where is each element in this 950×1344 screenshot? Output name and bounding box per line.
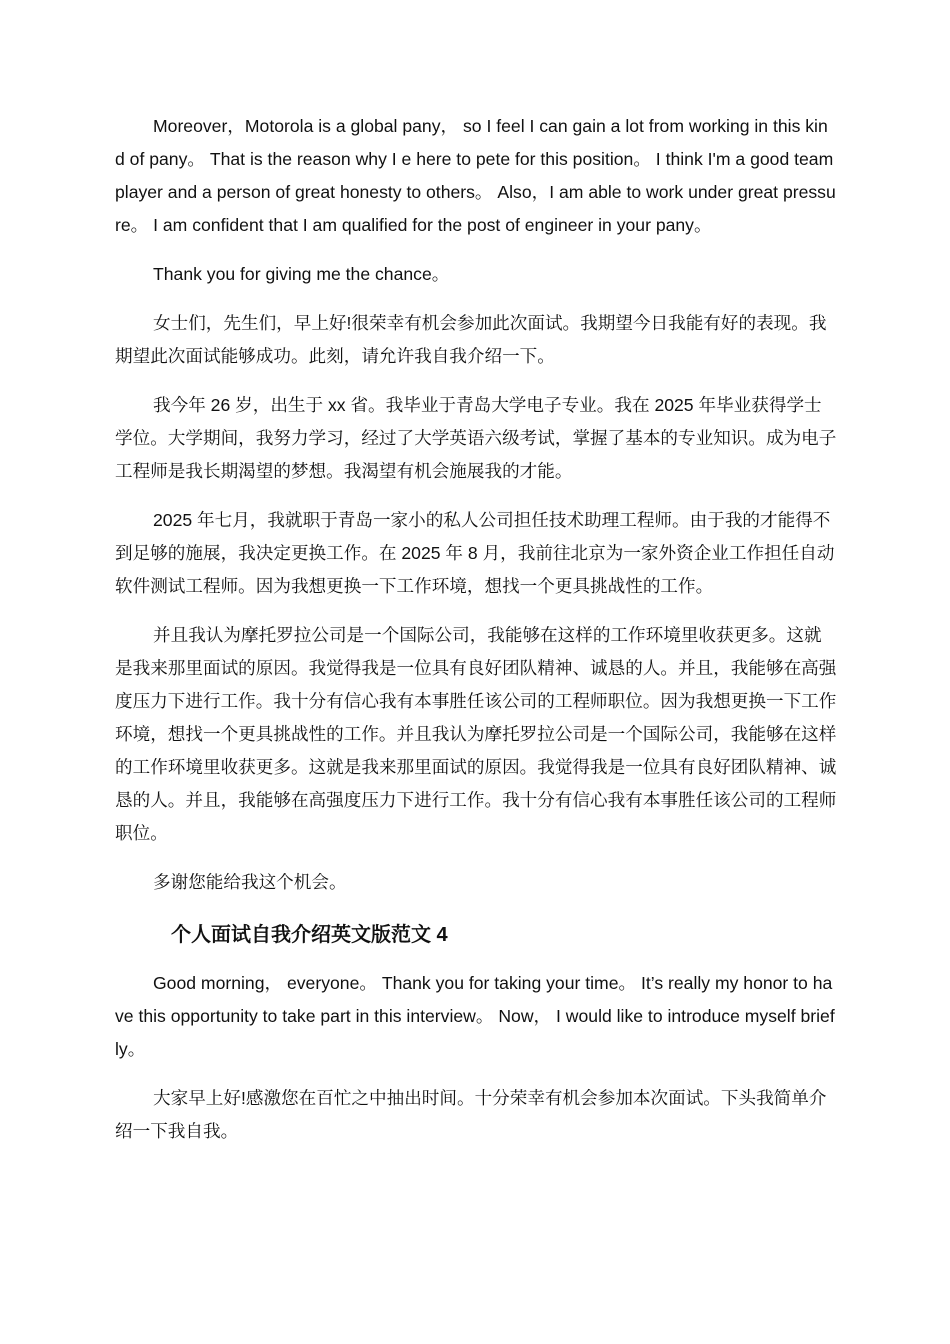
paragraph-thanks-cn: 多谢您能给我这个机会。	[153, 872, 347, 892]
paragraph-background-cn: 我今年 26 岁，出生于 xx 省。我毕业于青岛大学电子专业。我在 2025 年毕业获得学士学位。大学期间，我努力学习，经过了大学英语六级考试，掌握了基本的专业知识。成为电子工程师是我长期渴望的梦想。我渴望有机会施展我的才能。	[115, 395, 837, 481]
section-heading: 个人面试自我介绍英文版范文 4	[171, 924, 448, 946]
paragraph-motorola-global: Moreover，Motorola is a global pany， so I feel I can gain a lot from working in this kind of pany。 That is the reason why I e here to pete for this position。 I think I'm a good team player and a person of great honesty to others。 Also，I am able to work under great pressure。 I am confident that I am qualified for the post of engineer in your pany。	[115, 116, 836, 235]
paragraph-work-history-cn: 2025 年七月，我就职于青岛一家小的私人公司担任技术助理工程师。由于我的才能得不到足够的施展，我决定更换工作。在 2025 年 8 月，我前往北京为一家外资企业工作担任自动软件测试工程师。因为我想更换一下工作环境，想找一个更具挑战性的工作。	[115, 510, 835, 596]
paragraph-good-morning: Good morning， everyone。 Thank you for taking your time。 It’s really my honor to have this opportunity to take part in this interview。 Now， I would like to introduce myself briefly。	[115, 973, 835, 1059]
paragraph-thank-you: Thank you for giving me the chance。	[153, 264, 450, 284]
paragraph-greeting-cn: 女士们，先生们，早上好!很荣幸有机会参加此次面试。我期望今日我能有好的表现。我期望此次面试能够成功。此刻，请允许我自我介绍一下。	[115, 313, 827, 366]
paragraph-motivation-cn: 并且我认为摩托罗拉公司是一个国际公司，我能够在这样的工作环境里收获更多。这就是我来那里面试的原因。我觉得我是一位具有良好团队精神、诚恳的人。并且，我能够在高强度压力下进行工作。我十分有信心我有本事胜任该公司的工程师职位。因为我想更换一下工作环境，想找一个更具挑战性的工作。并且我认为摩托罗拉公司是一个国际公司，我能够在这样的工作环境里收获更多。这就是我来那里面试的原因。我觉得我是一位具有良好团队精神、诚恳的人。并且，我能够在高强度压力下进行工作。我十分有信心我有本事胜任该公司的工程师职位。	[115, 625, 837, 843]
document-page	[115, 110, 837, 1164]
paragraph-greeting-cn-2: 大家早上好!感激您在百忙之中抽出时间。十分荣幸有机会参加本次面试。下头我简单介绍一下我自我。	[115, 1088, 827, 1141]
